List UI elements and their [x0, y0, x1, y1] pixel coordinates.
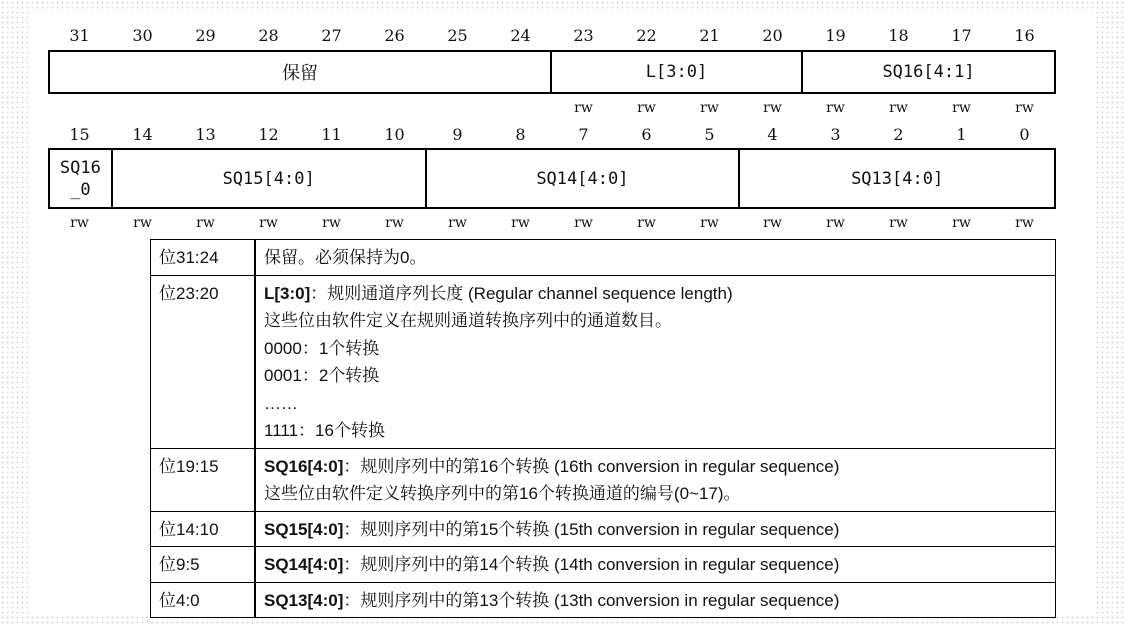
access-label: rw [574, 215, 593, 231]
field-sq16-low-line2: _0 [70, 179, 91, 200]
access-label: rw [70, 215, 89, 231]
bit-number: 5 [704, 125, 715, 144]
field-name: SQ15[4:0] [264, 519, 344, 539]
access-label: rw [763, 100, 782, 116]
access-label: rw [511, 215, 530, 231]
bit-range: 位31:24 [151, 240, 256, 276]
bit-range: 位19:15 [151, 448, 256, 511]
access-label: rw [1015, 100, 1034, 116]
access-row-low [48, 212, 1056, 234]
access-label: rw [826, 215, 845, 231]
field-sq16-high: SQ16[4:1] [882, 62, 975, 82]
bit-number: 9 [452, 125, 463, 144]
bit-number: 21 [699, 26, 720, 45]
field-name: SQ16[4:0] [264, 456, 344, 476]
bit-number: 11 [321, 125, 342, 144]
description-line [264, 280, 1047, 308]
access-label: rw [700, 215, 719, 231]
description-line [264, 551, 1047, 579]
bit-description [255, 582, 1056, 618]
bit-number: 27 [321, 26, 342, 45]
bit-numbers-low [48, 124, 1056, 146]
bit-number: 7 [578, 125, 589, 144]
field-sq16-low [50, 150, 113, 207]
description-line [264, 390, 1047, 418]
description-text: 0001：2个转换 [264, 366, 380, 385]
bit-number: 19 [825, 26, 846, 45]
bit-description [255, 448, 1056, 511]
description-row [151, 275, 1056, 448]
bit-range: 位14:10 [151, 511, 256, 547]
description-text: 1111：16个转换 [264, 421, 385, 440]
description-line [264, 307, 1047, 335]
bit-numbers-high [48, 25, 1056, 47]
bit-number: 28 [258, 26, 279, 45]
bit-number: 26 [384, 26, 405, 45]
field-l: L[3:0] [552, 52, 803, 92]
access-label: rw [133, 215, 152, 231]
bit-number: 4 [767, 125, 778, 144]
access-label: rw [385, 215, 404, 231]
access-label: rw [637, 100, 656, 116]
bit-number: 15 [69, 125, 90, 144]
description-text: ：规则序列中的第13个转换 (13th conversion in regular sequence) [343, 590, 840, 610]
description-text: ：规则序列中的第15个转换 (15th conversion in regular sequence) [343, 519, 840, 539]
bit-number: 12 [258, 125, 279, 144]
access-label: rw [889, 215, 908, 231]
field-name: SQ14[4:0] [264, 555, 344, 574]
description-line [264, 244, 1047, 272]
description-line [264, 587, 1047, 615]
access-label: rw [574, 100, 593, 116]
bit-range: 位4:0 [151, 582, 256, 618]
bit-range: 位9:5 [151, 547, 256, 583]
register-low-half [48, 148, 1056, 209]
description-row [151, 511, 1056, 547]
bit-number: 13 [195, 125, 216, 144]
access-label: rw [322, 215, 341, 231]
access-label: rw [889, 100, 908, 116]
access-label: rw [826, 100, 845, 116]
bit-number: 8 [515, 125, 526, 144]
description-text: 0000：1个转换 [264, 338, 380, 358]
access-label: rw [952, 100, 971, 116]
description-row [151, 582, 1056, 618]
access-label: rw [259, 215, 278, 231]
bit-number: 23 [573, 26, 594, 45]
access-label: rw [763, 215, 782, 231]
bit-number: 6 [641, 125, 652, 144]
bit-number: 1 [956, 125, 967, 144]
bit-description [255, 275, 1056, 448]
bit-number: 31 [69, 26, 90, 45]
description-line [264, 417, 1047, 445]
bit-number: 30 [132, 26, 153, 45]
bit-number: 3 [830, 125, 841, 144]
bit-number: 29 [195, 26, 216, 45]
bit-description [255, 547, 1056, 583]
field-name: SQ13[4:0] [264, 590, 344, 610]
bit-number: 14 [132, 125, 153, 144]
access-label: rw [637, 215, 656, 231]
bit-description [255, 240, 1056, 276]
field-sq15: SQ15[4:0] [113, 150, 427, 207]
bit-number: 24 [510, 26, 531, 45]
field-reserved: 保留 [50, 52, 552, 92]
access-label: rw [448, 215, 467, 231]
bit-description-table [150, 239, 1056, 618]
description-line [264, 453, 1047, 481]
bit-number: 0 [1019, 125, 1030, 144]
access-label: rw [196, 215, 215, 231]
description-text: ：规则序列中的第16个转换 (16th conversion in regular sequence) [343, 456, 840, 476]
field-sq16-low-line1: SQ16 [59, 157, 101, 178]
bit-number: 17 [951, 26, 972, 45]
description-line [264, 335, 1047, 363]
description-line [264, 480, 1047, 508]
bit-number: 2 [893, 125, 904, 144]
description-text: 这些位由软件定义在规则通道转换序列中的通道数目。 [264, 311, 672, 330]
access-label: rw [1015, 215, 1034, 231]
field-sq13: SQ13[4:0] [851, 168, 944, 189]
access-label: rw [700, 100, 719, 116]
description-row [151, 448, 1056, 511]
description-text: ：规则序列中的第14个转换 (14th conversion in regular sequence) [343, 555, 840, 574]
bit-number: 25 [447, 26, 468, 45]
description-row [151, 240, 1056, 276]
access-row-high [552, 97, 1056, 119]
register-high-half [48, 50, 1056, 94]
description-line [264, 516, 1047, 544]
description-line [264, 362, 1047, 390]
description-text: 保留。必须保持为0。 [264, 248, 427, 267]
bit-range: 位23:20 [151, 275, 256, 448]
bit-number: 18 [888, 26, 909, 45]
bit-number: 20 [762, 26, 783, 45]
access-label: rw [952, 215, 971, 231]
description-text: ：规则通道序列长度 (Regular channel sequence length) [310, 283, 733, 303]
field-name: L[3:0] [264, 283, 311, 303]
bit-number: 22 [636, 26, 657, 45]
bit-number: 16 [1014, 26, 1035, 45]
field-sq14: SQ14[4:0] [427, 150, 741, 207]
description-text: …… [264, 393, 298, 413]
description-row [151, 547, 1056, 583]
description-text: 这些位由软件定义转换序列中的第16个转换通道的编号(0~17)。 [264, 484, 741, 503]
bit-number: 10 [384, 125, 405, 144]
bit-description [255, 511, 1056, 547]
